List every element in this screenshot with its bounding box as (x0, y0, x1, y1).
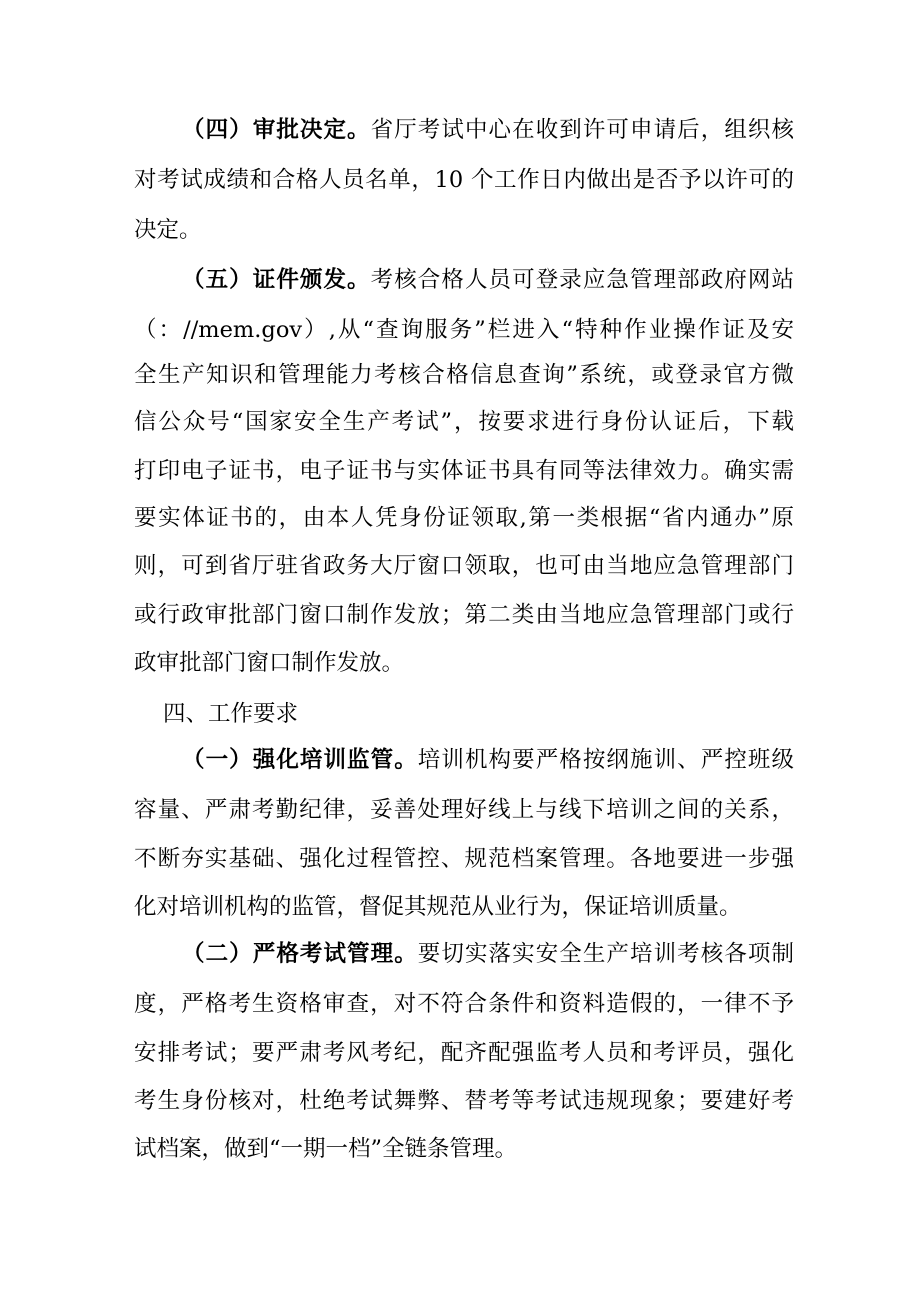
paragraph-line (182, 743, 794, 777)
paragraph-text: 考核合格人员可登录应急管理部政府网站 (370, 267, 794, 293)
paragraph-line: 不断夯实基础、强化过程管控、规范档案管理。各地要进一步强 (134, 846, 794, 872)
paragraph-lead: （二）严格考试管理。 (182, 941, 418, 967)
paragraph-line: 考生身份核对，杜绝考试舞弊、替考等考试违规现象；要建好考 (134, 1088, 794, 1114)
paragraph-line: 决定。 (134, 217, 202, 243)
paragraph-line: 或行政审批部门窗口制作发放；第二类由当地应急管理部门或行 (134, 602, 794, 628)
section-heading: 四、工作要求 (163, 701, 299, 727)
paragraph-line: 打印电子证书，电子证书与实体证书具有同等法律效力。确实需 (134, 458, 794, 484)
paragraph-lead: （四）审批决定。 (182, 117, 371, 143)
paragraph-line (182, 113, 794, 147)
paragraph-line: 容量、严肃考勤纪律，妥善处理好线上与线下培训之间的关系， (134, 797, 794, 823)
paragraph-lead: （五）证件颁发。 (182, 267, 371, 293)
paragraph-line: 则，可到省厅驻省政务大厅窗口领取，也可由当地应急管理部门 (134, 553, 794, 579)
paragraph-text: 省厅考试中心在收到许可申请后，组织核 (370, 117, 794, 143)
paragraph-line: 全生产知识和管理能力考核合格信息查询”系统，或登录官方微 (134, 362, 794, 388)
paragraph-line: 安排考试；要严肃考风考纪，配齐配强监考人员和考评员，强化 (134, 1040, 794, 1066)
paragraph-line: 对考试成绩和合格人员名单，10 个工作日内做出是否予以许可的 (134, 167, 794, 193)
paragraph-line: 度，严格考生资格审查，对不符合条件和资料造假的，一律不予 (134, 991, 794, 1017)
paragraph-line (182, 263, 794, 297)
paragraph-line: 政审批部门窗口制作发放。 (134, 650, 405, 676)
paragraph-line: 要实体证书的，由本人凭身份证领取,第一类根据“省内通办”原 (134, 505, 794, 531)
paragraph-lead: （一）强化培训监管。 (182, 747, 418, 773)
paragraph-line: 信公众号“国家安全生产考试”，按要求进行身份认证后，下载 (134, 409, 794, 435)
paragraph-line: 化对培训机构的监管，督促其规范从业行为，保证培训质量。 (134, 894, 742, 920)
paragraph-text: 要切实落实安全生产培训考核各项制 (417, 941, 794, 967)
paragraph-line (182, 937, 794, 971)
paragraph-text: 培训机构要严格按纲施训、严控班级 (417, 747, 794, 773)
paragraph-line: （：//mem.gov）,从“查询服务”栏进入“特种作业操作证及安 (134, 317, 794, 343)
paragraph-line: 试档案，做到“一期一档”全链条管理。 (134, 1136, 518, 1162)
